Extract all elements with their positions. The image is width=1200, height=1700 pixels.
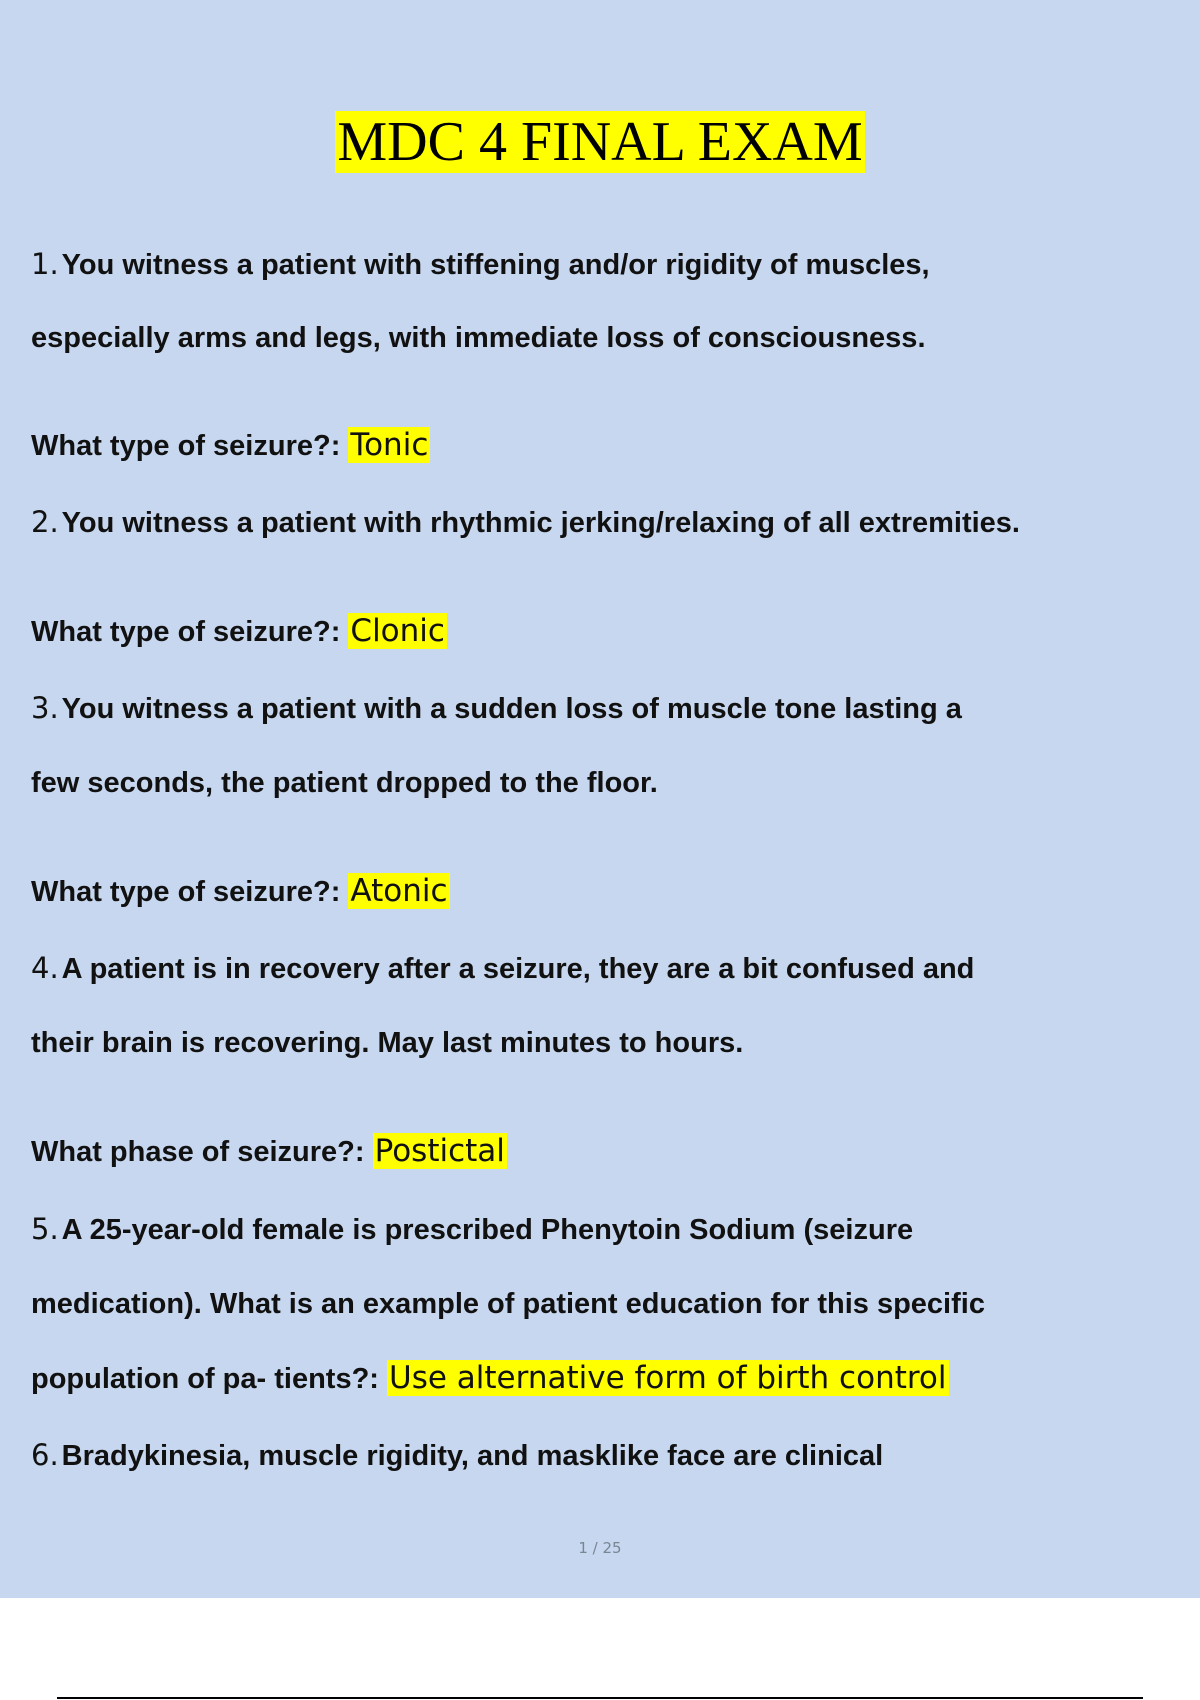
question-4-answer-line <box>31 1131 507 1172</box>
question-1-prompt: What type of seizure?: <box>31 430 341 462</box>
exam-title-text: MDC 4 FINAL EXAM <box>337 111 863 173</box>
question-5-text-3: population of pa- tients?: <box>31 1363 379 1395</box>
page-footer-rule <box>57 1697 1143 1699</box>
question-2-number: 2. <box>31 505 59 539</box>
question-5-line-1 <box>31 1209 913 1250</box>
question-3-number: 3. <box>31 691 59 725</box>
question-5-line-3 <box>31 1358 949 1399</box>
question-5-answer: Use alternative form of birth control <box>389 1360 947 1396</box>
question-4-text-2: their brain is recovering. May last minutes to hours. <box>31 1027 744 1059</box>
question-6-line-1 <box>31 1435 883 1476</box>
question-1-text-1: You witness a patient with stiffening and/or rigidity of muscles, <box>61 249 930 281</box>
question-6-number: 6. <box>31 1438 59 1472</box>
question-3-text-2: few seconds, the patient dropped to the floor. <box>31 767 658 799</box>
question-1-text-2: especially arms and legs, with immediate loss of consciousness. <box>31 322 926 354</box>
question-3-text-1: You witness a patient with a sudden loss of muscle tone lasting a <box>61 693 962 725</box>
question-2-answer: Clonic <box>350 613 445 649</box>
question-5-line-2 <box>31 1284 985 1324</box>
question-1-number: 1. <box>31 247 59 281</box>
question-6-text-1: Bradykinesia, muscle rigidity, and masklike face are clinical <box>61 1440 884 1472</box>
page-indicator: 1 / 25 <box>578 1539 622 1557</box>
question-3-line-1 <box>31 688 962 729</box>
question-3-line-2 <box>31 763 658 803</box>
exam-title <box>0 108 1200 176</box>
question-3-answer-line <box>31 871 450 912</box>
question-5-text-1: A 25-year-old female is prescribed Phenytoin Sodium (seizure <box>61 1214 914 1246</box>
question-4-line-1 <box>31 948 974 989</box>
question-2-prompt: What type of seizure?: <box>31 616 341 648</box>
question-2-answer-line <box>31 611 447 652</box>
question-5-number: 5. <box>31 1212 59 1246</box>
question-1-answer-line <box>31 425 430 466</box>
question-2-line-1 <box>31 502 1020 543</box>
question-3-prompt: What type of seizure?: <box>31 876 341 908</box>
question-4-prompt: What phase of seizure?: <box>31 1136 365 1168</box>
question-4-line-2 <box>31 1023 743 1063</box>
question-4-text-1: A patient is in recovery after a seizure, they are a bit confused and <box>61 953 975 985</box>
question-1-answer: Tonic <box>350 427 429 463</box>
question-3-answer: Atonic <box>350 873 448 909</box>
question-4-answer: Postictal <box>374 1133 505 1169</box>
question-2-text-1: You witness a patient with rhythmic jerking/relaxing of all extremities. <box>61 507 1020 539</box>
question-1-line-2 <box>31 318 926 358</box>
question-1-line-1 <box>31 244 930 285</box>
question-4-number: 4. <box>31 951 59 985</box>
question-5-text-2: medication). What is an example of patient education for this specific <box>31 1288 985 1320</box>
